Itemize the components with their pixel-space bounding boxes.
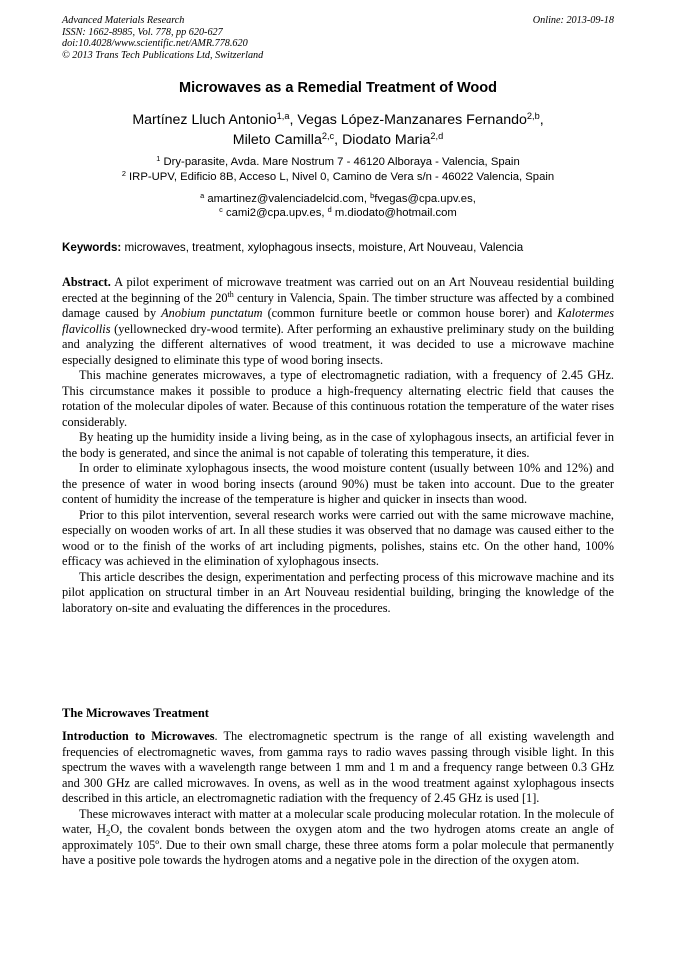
author-name: Diodato Maria xyxy=(342,132,431,148)
affiliation-text: IRP-UPV, Edificio 8B, Acceso L, Nivel 0, Camino de Vera s/n - 46022 Valencia, Spain xyxy=(129,171,555,183)
paper-title: Microwaves as a Remedial Treatment of Wood xyxy=(178,80,498,96)
keywords-line xyxy=(62,241,614,254)
author-sup: 2,c xyxy=(321,130,335,141)
abstract-label: Abstract. xyxy=(62,275,111,289)
section-heading: The Microwaves Treatment xyxy=(62,706,209,720)
body-paragraph xyxy=(62,807,614,869)
email-link[interactable]: m.diodato@hotmail.com xyxy=(334,207,457,219)
journal-name: Advanced Materials Research xyxy=(62,15,185,26)
abstract-sup: th xyxy=(227,290,234,300)
email-sup: d xyxy=(327,204,332,214)
abstract-paragraph: By heating up the humidity inside a living being, as in the case of xylophagous insects, an artificial fever in the body is generated, and since the animal is not capable of tolerating this temperature, it dies. xyxy=(62,430,614,460)
body-paragraph xyxy=(62,729,614,807)
author-sup: 1,a xyxy=(276,110,290,121)
author-sup: 2,d xyxy=(430,130,444,141)
subsection-label: Introduction to Microwaves xyxy=(62,729,215,743)
issn-line: ISSN: 1662-8985, Vol. 778, pp 620-627 xyxy=(62,26,223,38)
subscript: 2 xyxy=(106,827,111,838)
abstract xyxy=(62,275,614,616)
affiliation xyxy=(62,170,614,185)
body-text: . The electromagnetic spectrum is the range of all existing wavelength and frequencies of electromagnetic waves, from gamma rays to radio waves passing through visible light. In this spectrum the waves with a wavelength range between 1 mm and 1 m and a frequency range between 0.3 GHz and 300 GHz are called microwaves. In ovens, as well as in the wood treatment against xylophagous insects described in this article, an electromagnetic radiation with the frequency of 2.45 GHz is used [1]. xyxy=(62,729,614,805)
author-name: Mileto Camilla xyxy=(232,132,322,148)
online-date: Online: 2013-09-18 xyxy=(532,15,614,26)
section-body xyxy=(62,729,614,869)
email-sup: b xyxy=(370,190,375,200)
affiliation-list xyxy=(62,155,614,185)
abstract-paragraph: This machine generates microwaves, a type of electromagnetic radiation, with a frequency of 2.45 GHz. This circumstance makes it possible to produce a high-frequency alternating electric field that causes the rotation of the molecular dipoles of water. Because of this continuous rotation the temperature of the water rises considerably. xyxy=(62,368,614,429)
affiliation xyxy=(62,155,614,170)
author-list: Martínez Lluch Antonio$^{1,a}$, Vegas López-Manzanares Fernando$^{2,b}$, Mileto Camilla$^{2,c}$, Diodato Maria$^{2,d}$ xyxy=(132,110,544,148)
email-link[interactable]: cami2@cpa.upv.es, xyxy=(225,207,325,219)
abstract-paragraph: This article describes the design, experimentation and perfecting process of this microwave machine and its pilot application on structural timber in an Art Nouveau residential building, bringing the knowledge of the laboratory on-site and evaluating the differences in the procedures. xyxy=(62,569,614,615)
journal-header xyxy=(62,15,614,61)
abstract-paragraph: In order to eliminate xylophagous insects, the wood moisture content (usually between 10% and 12%) and the presence of water in wood boring insects (around 90%) must be taken into account. Due to the greater content of humidity the increase of the temperature is higher and quicker in insects than wood. xyxy=(62,461,614,506)
body-text: These microwaves interact with matter at a molecular scale producing molecular rotation. In the molecule of water, H xyxy=(62,806,614,836)
author-sup: 2,b xyxy=(526,110,540,121)
abstract-text: century in Valencia, Spain. The timber structure was affected by a combined damage caused by xyxy=(62,290,614,320)
abstract-paragraph xyxy=(62,275,614,368)
email-list xyxy=(62,192,614,220)
author-name: Martínez Lluch Antonio xyxy=(132,112,277,128)
email-sup: a xyxy=(200,190,205,200)
affiliation-number: 2 xyxy=(121,168,126,178)
keywords-text: microwaves, treatment, xylophagous insects, moisture, Art Nouveau, Valencia xyxy=(124,241,524,254)
species-name: Kalotermes flavicollis xyxy=(62,306,614,336)
body-text: O, the covalent bonds between the oxygen atom and the two hydrogen atoms create an angle of approximately 105º. Due to their own small charge, these three atoms form a polar molecule that permanently have a positive pole towards the hydrogen atoms and a negative pole in the direction of the oxygen atom. xyxy=(62,822,614,867)
copyright-line: © 2013 Trans Tech Publications Ltd, Switzerland xyxy=(62,49,264,61)
doi-line: doi:10.4028/www.scientific.net/AMR.778.620 xyxy=(62,38,248,50)
abstract-text: (common furniture beetle or common house borer) and xyxy=(262,306,558,320)
author-name: Vegas López-Manzanares Fernando xyxy=(297,112,527,128)
email-sup: c xyxy=(219,204,223,214)
abstract-paragraph: Prior to this pilot intervention, several research works were carried out with the same microwave machine, especially on wooden works of art. In all these studies it was observed that no damage was caused either to the wood or to the finish of the works of art including pigments, polishes, stains etc. On the other hand, 100% efficacy was achieved in the elimination of xylophagous insects. xyxy=(62,507,614,568)
abstract-text: (yellownecked dry-wood termite). After performing an exhaustive preliminary study on the building and analyzing the different alternatives of wood treatment, it was decided to use a microwave machine especially designed to eliminate this type of wood boring insects. xyxy=(62,321,614,367)
species-name: Anobium punctatum xyxy=(161,306,263,320)
affiliation-text: Dry-parasite, Avda. Mare Nostrum 7 - 46120 Alboraya - Valencia, Spain xyxy=(163,156,520,168)
email-link[interactable]: amartinez@valenciadelcid.com, xyxy=(207,193,367,205)
abstract-text: A pilot experiment of microwave treatment was carried out on an Art Nouveau residential building erected at the beginning of the 20 xyxy=(62,275,614,305)
affiliation-number: 1 xyxy=(156,153,161,163)
email-link[interactable]: fvegas@cpa.upv.es, xyxy=(374,193,476,205)
keywords-label: Keywords: xyxy=(62,241,122,254)
